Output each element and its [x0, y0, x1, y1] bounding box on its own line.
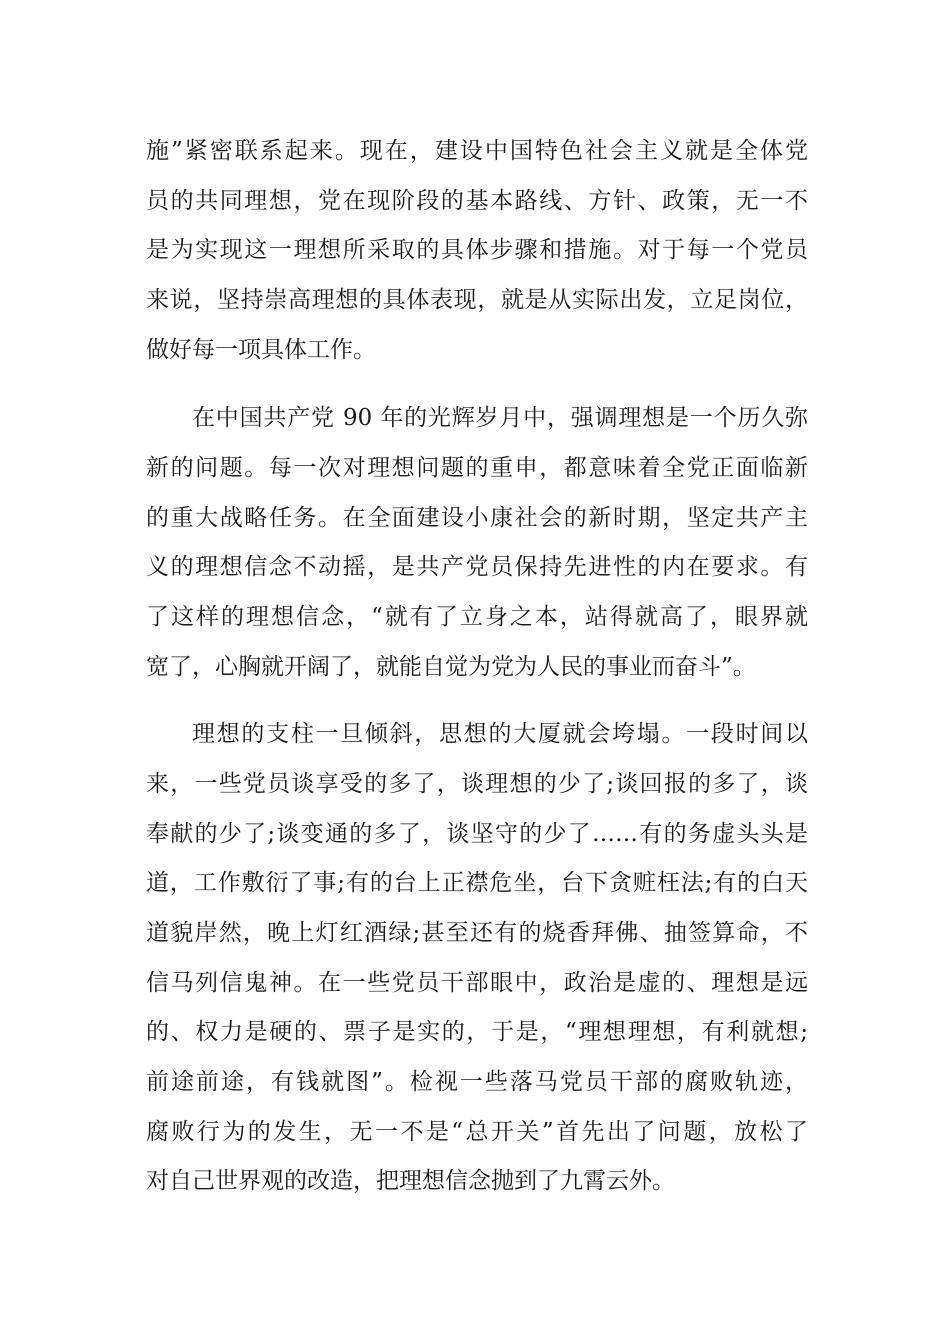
paragraph-line: 了这样的理想信念，“就有了立身之本，站得就高了，眼界就 — [146, 604, 808, 630]
paragraph-line: 对自己世界观的改造，把理想信念抛到了九霄云外。 — [146, 1168, 675, 1194]
paragraph-line: 是为实现这一理想所采取的具体步骤和措施。对于每一个党员 — [146, 237, 808, 263]
paragraph-line: 奉献的少了;谈变通的多了，谈坚守的少了……有的务虚头头是 — [146, 821, 808, 847]
paragraph-line: 新的问题。每一次对理想问题的重申，都意味着全党正面临新 — [146, 455, 808, 481]
paragraph-line: 道貌岸然，晚上灯红酒绿;甚至还有的烧香拜佛、抽签算命，不 — [146, 920, 808, 946]
paragraph-line: 宽了，心胸就开阔了，就能自觉为党为人民的事业而奋斗”。 — [146, 654, 756, 680]
paragraph-line: 的、权力是硬的、票子是实的，于是，“理想理想，有利就想; — [146, 1019, 808, 1045]
paragraph-line: 在中国共产党 90 年的光辉岁月中，强调理想是一个历久弥 — [192, 405, 808, 431]
paragraph-line: 理想的支柱一旦倾斜，思想的大厦就会垮塌。一段时间以 — [192, 721, 808, 747]
paragraph-line: 的重大战略任务。在全面建设小康社会的新时期，坚定共产主 — [146, 505, 808, 531]
paragraph-line: 义的理想信念不动摇，是共产党员保持先进性的内在要求。有 — [146, 554, 808, 580]
paragraph-line: 信马列信鬼神。在一些党员干部眼中，政治是虚的、理想是远 — [146, 970, 808, 996]
paragraph-line: 做好每一项具体工作。 — [146, 337, 376, 363]
paragraph-line: 来说，坚持崇高理想的具体表现，就是从实际出发，立足岗位， — [146, 287, 808, 313]
paragraph-line: 前途前途，有钱就图”。检视一些落马党员干部的腐败轨迹， — [146, 1069, 808, 1095]
paragraph-line: 员的共同理想，党在现阶段的基本路线、方针、政策，无一不 — [146, 188, 808, 214]
paragraph-line: 来，一些党员谈享受的多了，谈理想的少了;谈回报的多了，谈 — [146, 771, 808, 797]
paragraph-line: 道，工作敷衍了事;有的台上正襟危坐，台下贪赃枉法;有的白天 — [146, 870, 808, 896]
paragraph-line: 施”紧密联系起来。现在，建设中国特色社会主义就是全体党 — [146, 138, 808, 164]
paragraph-line: 腐败行为的发生，无一不是“总开关”首先出了问题，放松了 — [146, 1119, 808, 1145]
